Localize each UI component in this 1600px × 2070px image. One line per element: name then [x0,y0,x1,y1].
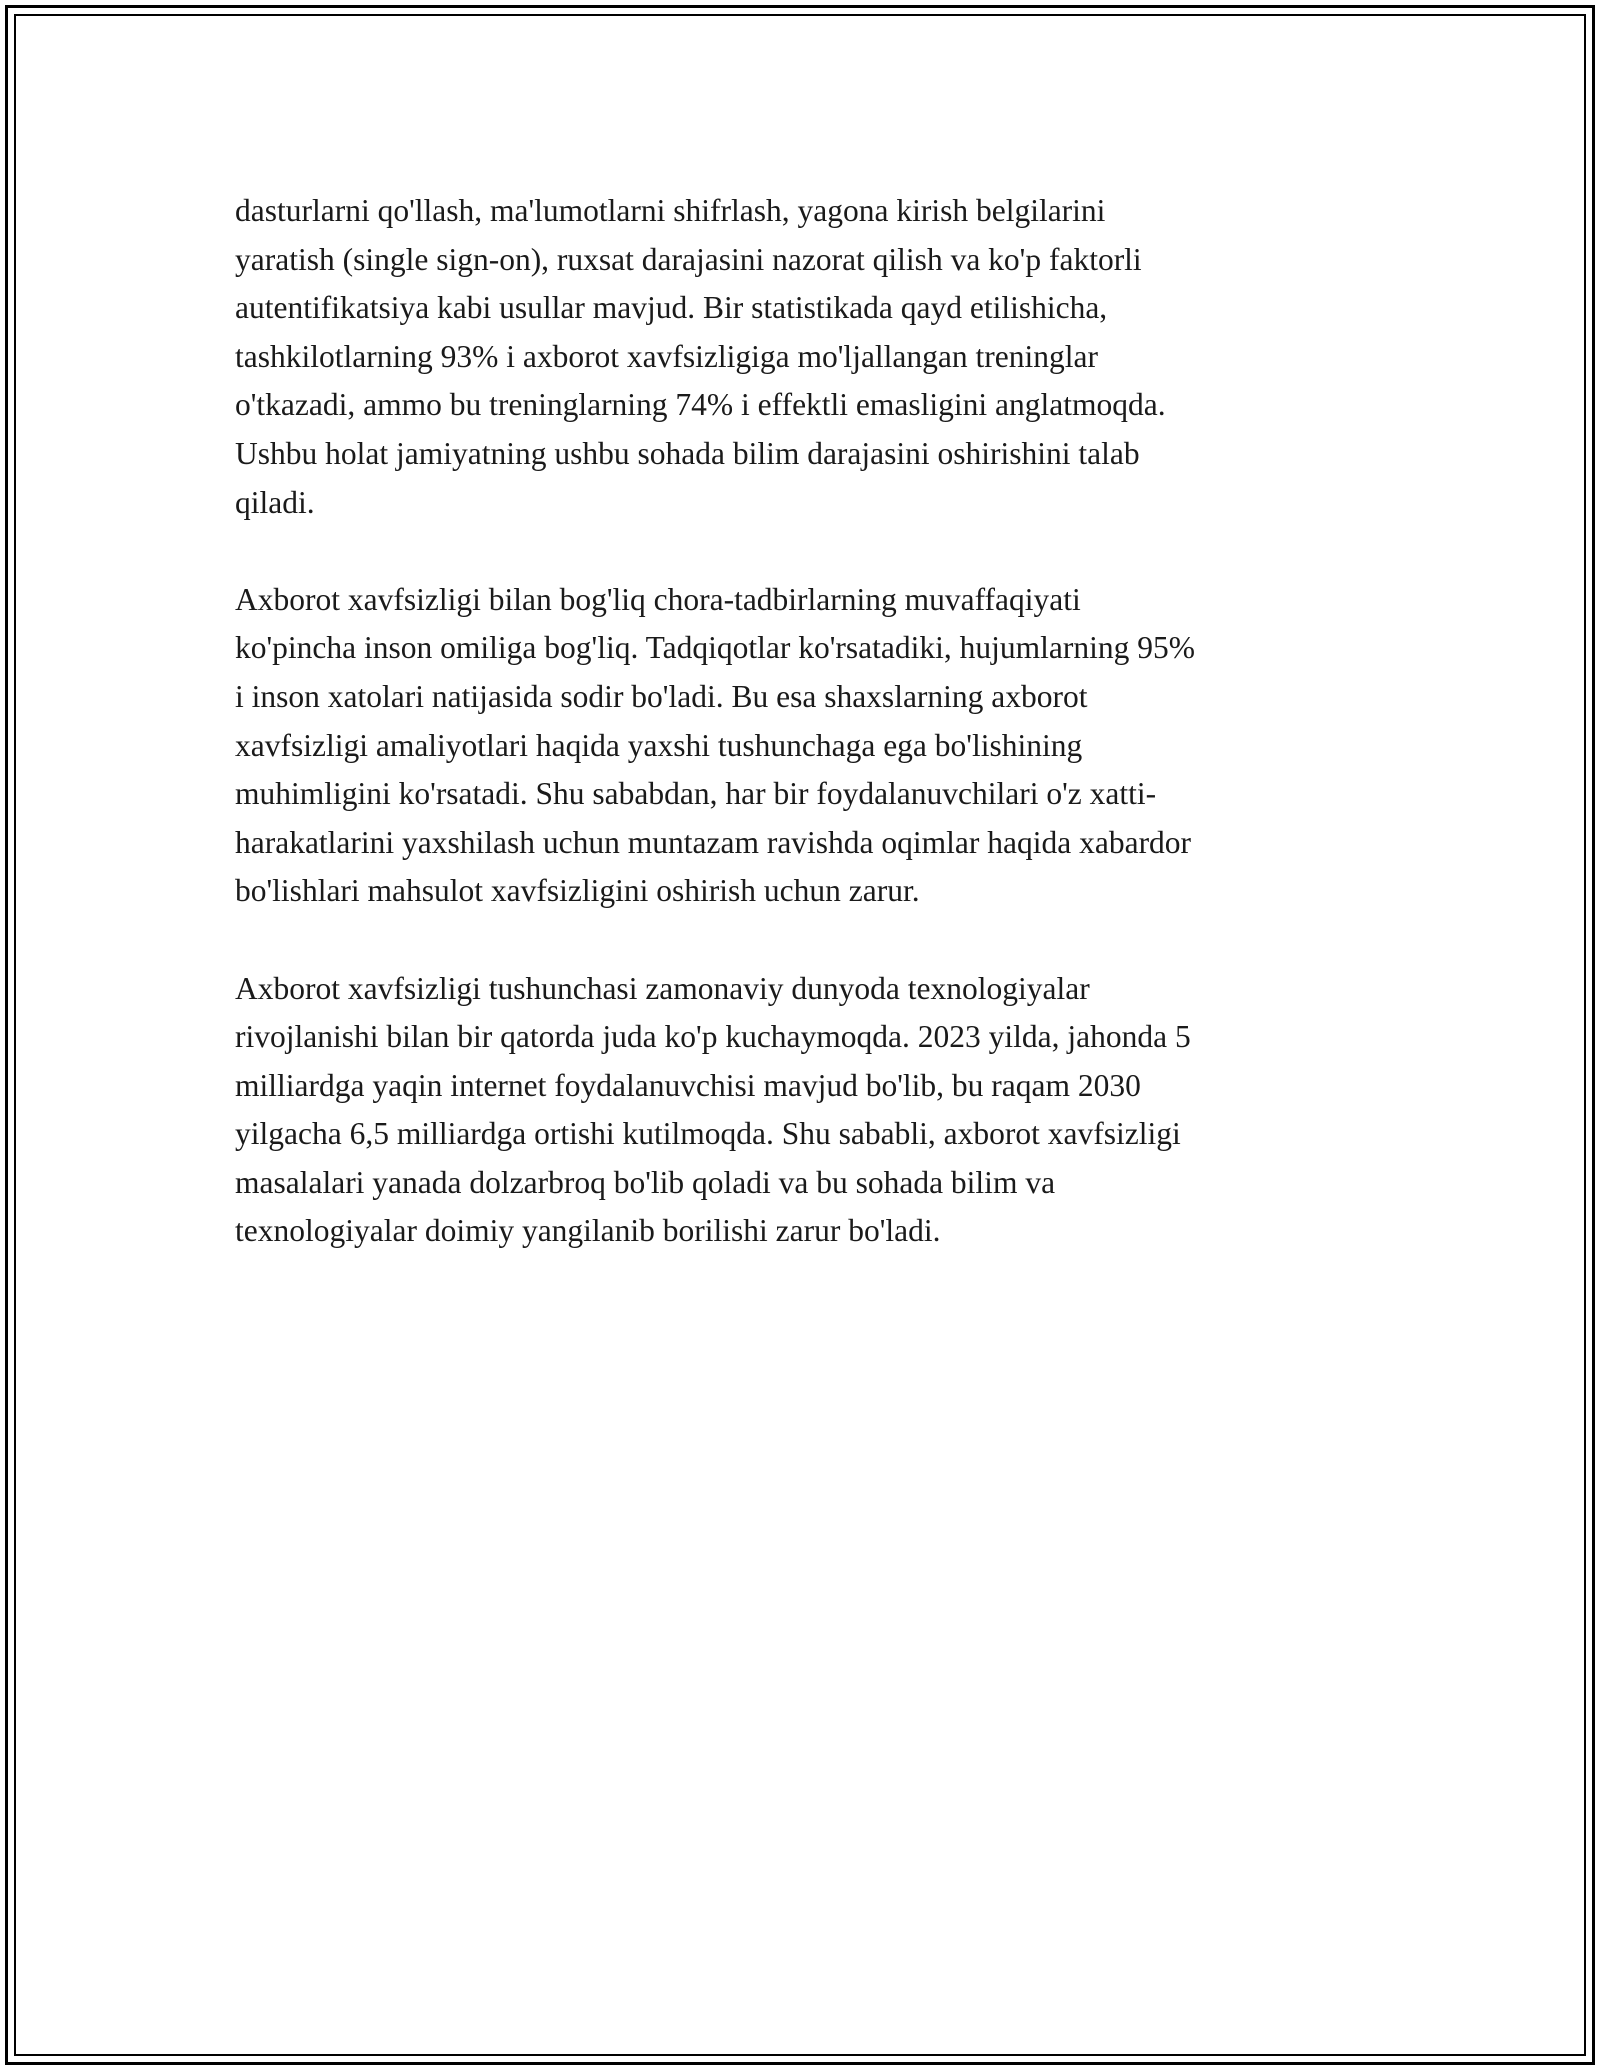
paragraph-3: Axborot xavfsizligi tushunchasi zamonaviy dunyoda texnologiyalar rivojlanishi bilan bir qatorda juda ko'p kuchaymoqda. 2023 yilda, jahonda 5 milliardga yaqin internet foydalanuvchisi mavjud bo'lib, bu raqam 2030 yilgacha 6,5 milliardga ortishi kutilmoqda. Shu sababli, axborot xavfsizligi masalalari yanada dolzarbroq bo'lib qoladi va bu sohada bilim va texnologiyalar doimiy yangilanib borilishi zarur bo'ladi. [235,970,1191,1249]
paragraph-1: dasturlarni qo'llash, ma'lumotlarni shifrlash, yagona kirish belgilarini yaratish (single sign-on), ruxsat darajasini nazorat qilish va ko'p faktorli autentifikatsiya kabi usullar mavjud. Bir statistikada qayd etilishicha, tashkilotlarning 93% i axborot xavfsizligiga mo'ljallangan treninglar o'tkazadi, ammo bu treninglarning 74% i effektli emasligini anglatmoqda. Ushbu holat jamiyatning ushbu sohada bilim darajasini oshirishini talab qiladi. [235,193,1166,520]
document-body [235,187,1365,1305]
paragraph-2: Axborot xavfsizligi bilan bog'liq chora-tadbirlarning muvaffaqiyati ko'pincha inson omiliga bog'liq. Tadqiqotlar ko'rsatadiki, hujumlarning 95% i inson xatolari natijasida sodir bo'ladi. Bu esa shaxslarning axborot xavfsizligi amaliyotlari haqida yaxshi tushunchaga ega bo'lishining muhimligini ko'rsatadi. Shu sababdan, har bir foydalanuvchilari o'z xatti- harakatlarini yaxshilash uchun muntazam ravishda oqimlar haqida xabardor bo'lishlari mahsulot xavfsizligini oshirish uchun zarur. [235,581,1195,909]
